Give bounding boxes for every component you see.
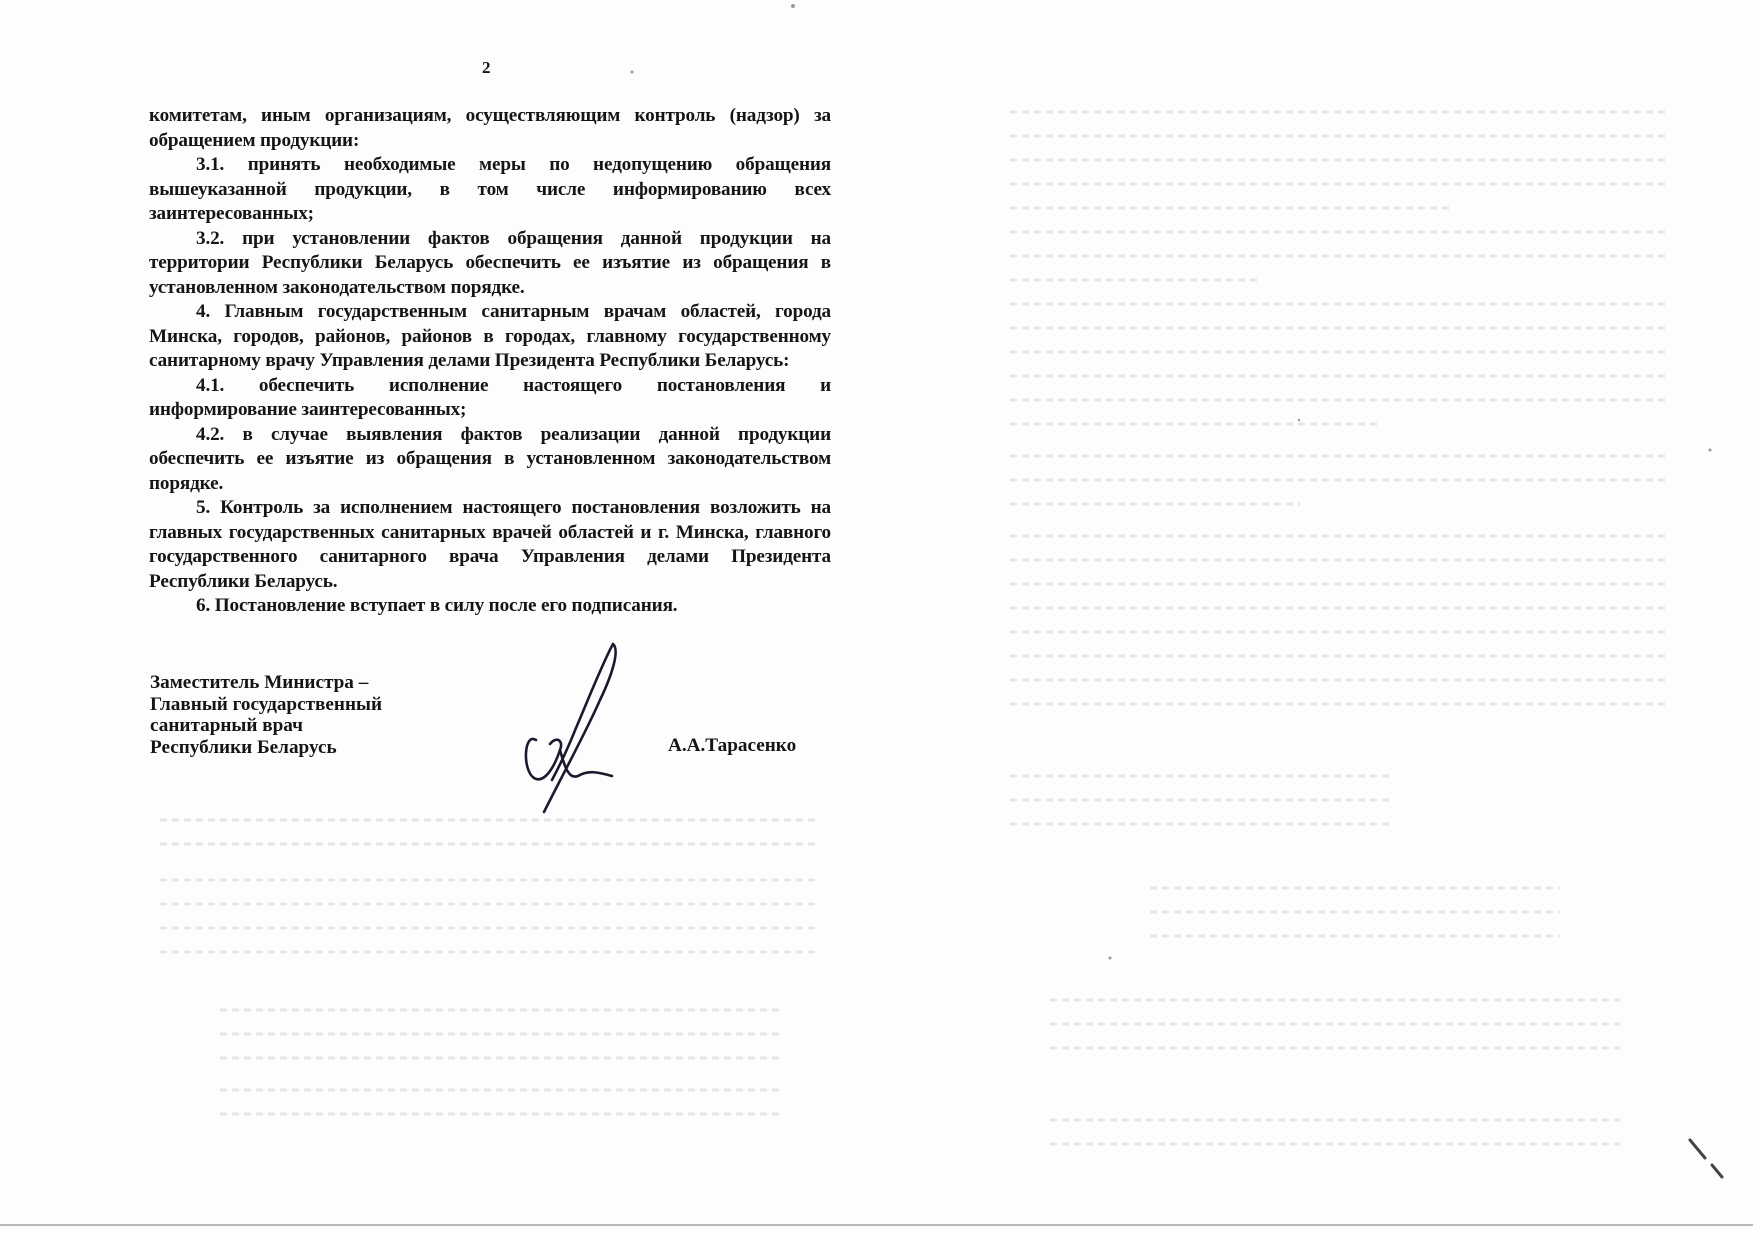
paragraph: 3.2. при установлении фактов обращения данной продукции на территории Республики Беларусь обеспечить ее изъятие из обращения в установленном законодательством порядке. [149,227,831,298]
signatory-title-line: Заместитель Министра – [150,672,369,693]
paragraph: 3.1. принять необходимые меры по недопущению обращения вышеуказанной продукции, в том числе информированию всех заинтересованных; [149,154,831,224]
scan-edge-line [0,1224,1753,1226]
paragraph: комитетам, иным организациям, осуществляющим контроль (надзор) за обращением продукции: [149,105,831,151]
paragraph: 4.1. обеспечить исполнение настоящего постановления и информирование заинтересованных; [149,374,831,420]
signatory-title [150,672,382,758]
paragraph: 4.2. в случае выявления фактов реализации данной продукции обеспечить ее изъятие из обращения в установленном законодательством порядке. [149,423,831,494]
signatory-title-line: санитарный врач [150,715,303,736]
page-number: 2 [482,58,491,77]
handwritten-signature [520,640,630,820]
signer-name: А.А.Тарасенко [668,735,797,756]
signatory-title-line: Главный государственный [150,693,383,715]
document-body [149,104,831,619]
signatory-title-line: Республики Беларусь [150,736,337,758]
paragraph: 5. Контроль за исполнением настоящего постановления возложить на главных государственных санитарных врачей областей и г. Минска, главного государственного санитарного врача Управления делами Президента Республики Беларусь. [149,497,831,592]
paragraph: 4. Главным государственным санитарным врачам областей, города Минска, городов, районов, районов в городах, главному государственному санитарному врачу Управления делами Президента Республики Беларусь: [149,301,831,371]
paragraph: 6. Постановление вступает в силу после его подписания. [196,595,678,616]
